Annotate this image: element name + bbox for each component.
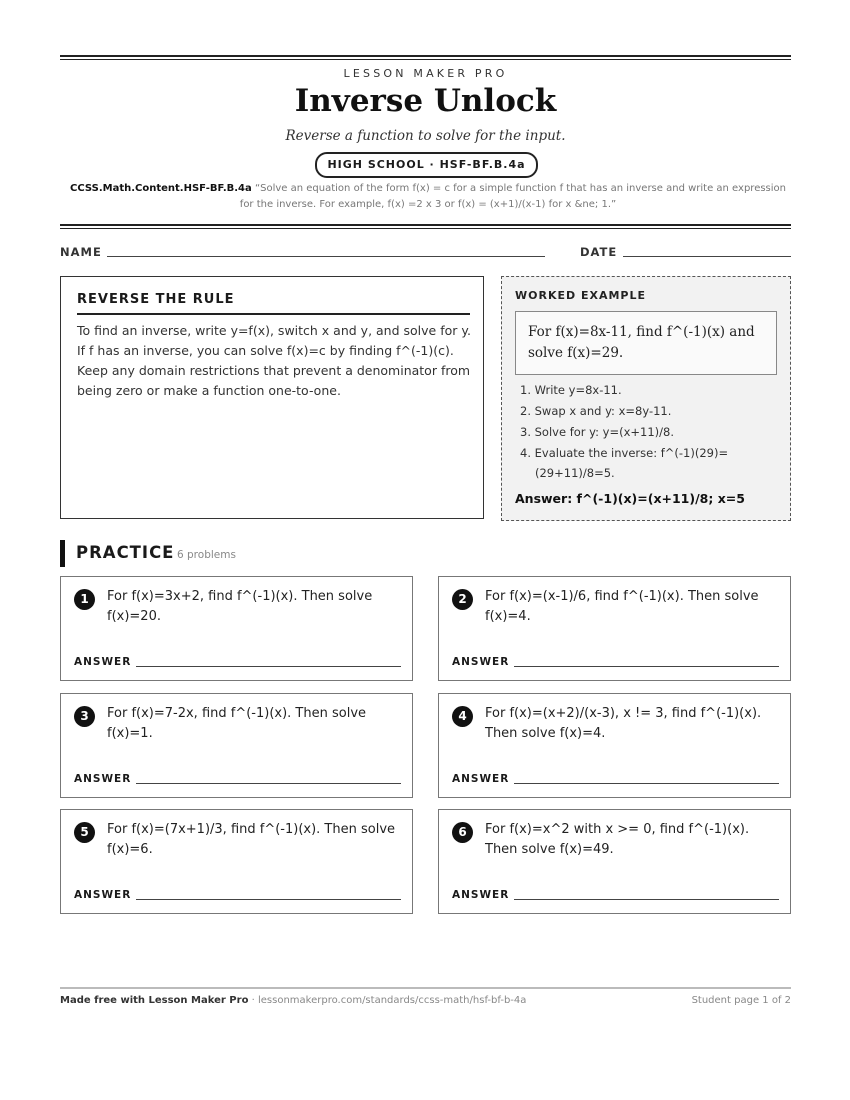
practice-count: 6 problems [177,549,236,561]
grade-level-badge: HIGH SCHOOL · HSF-BF.B.4a [315,152,538,178]
practice-problem-card [438,809,791,914]
footer-url-link[interactable]: · lessonmakerpro.com/standards/ccss-math/hsf-bf-b-4a [248,995,527,1006]
answer-label: ANSWER [452,773,510,785]
worked-step: 1. Write y=8x-11. [520,383,622,397]
problem-text: For f(x)=(x-1)/6, find f^(-1)(x). Then solve f(x)=4. [485,589,759,624]
date-label: DATE [580,245,618,259]
standard-code: CCSS.Math.Content.HSF-BF.B.4a [70,183,252,194]
worked-step: 3. Solve for y: y=(x+11)/8. [520,425,674,439]
footer-made-with: Made free with Lesson Maker Pro [60,995,249,1006]
practice-problem-card [60,809,413,914]
problem-number-badge: 1 [74,589,95,610]
answer-label: ANSWER [74,656,132,668]
standard-description [66,181,790,213]
problem-number-badge: 5 [74,822,95,843]
standard-text: “Solve an equation of the form f(x) = c for a simple function f that has an inverse and write an expression for the inverse. For example, f(x) =2 x 3 or f(x) = (x+1)/(x-1) for x &ne; 1.” [239,183,786,210]
date-field[interactable] [623,256,791,257]
practice-problem-card [438,576,791,681]
header-bottom-rule [60,224,791,226]
problem-text: For f(x)=(x+2)/(x-3), x != 3, find f^(-1)(x). Then solve f(x)=4. [485,706,762,741]
answer-field[interactable] [136,783,401,784]
name-date-row [60,245,791,261]
brand-name: LESSON MAKER PRO [343,67,508,80]
answer-field[interactable] [514,899,779,900]
worked-step: 2. Swap x and y: x=8y-11. [520,404,672,418]
practice-accent-bar [60,540,65,567]
problem-number-badge: 2 [452,589,473,610]
footer-credit [60,995,526,1006]
answer-field[interactable] [514,666,779,667]
practice-problem-card [438,693,791,798]
answer-label: ANSWER [452,656,510,668]
worked-example-steps [520,380,780,483]
answer-label: ANSWER [74,889,132,901]
page-title: Inverse Unlock [294,83,557,119]
page-subtitle: Reverse a function to solve for the input. [285,128,566,144]
practice-problem-card [60,576,413,681]
footer-rule [60,987,791,989]
rule-heading: REVERSE THE RULE [77,292,470,315]
problem-text: For f(x)=x^2 with x >= 0, find f^(-1)(x). Then solve f(x)=49. [485,822,750,857]
answer-field[interactable] [136,899,401,900]
problem-text: For f(x)=7-2x, find f^(-1)(x). Then solve f(x)=1. [107,706,367,741]
answer-label: ANSWER [74,773,132,785]
rule-explanation-box [60,276,484,519]
answer-field[interactable] [136,666,401,667]
worked-example-answer: Answer: f^(-1)(x)=(x+11)/8; x=5 [515,491,745,506]
answer-label: ANSWER [452,889,510,901]
problem-number-badge: 6 [452,822,473,843]
name-field[interactable] [107,256,545,257]
worked-example-box [501,276,791,521]
problem-text: For f(x)=3x+2, find f^(-1)(x). Then solve f(x)=20. [107,589,373,624]
worked-example-problem: For f(x)=8x-11, find f^(-1)(x) and solve f(x)=29. [515,311,777,375]
practice-problem-card [60,693,413,798]
name-label: NAME [60,245,102,259]
problem-text: For f(x)=(7x+1)/3, find f^(-1)(x). Then solve f(x)=6. [107,822,396,857]
practice-heading: PRACTICE [76,543,175,562]
header-top-rule [60,55,791,57]
worked-step: 4. Evaluate the inverse: f^(-1)(29)=(29+11)/8=5. [520,446,729,480]
footer-page-number: Student page 1 of 2 [691,995,791,1006]
rule-body: To find an inverse, write y=f(x), switch x and y, and solve for y. If f has an inverse, you can solve f(x)=c by finding f^(-1)(c). Keep any domain restrictions that prevent a denominator from being zero or make a function one-to-one. [77,323,471,398]
problem-number-badge: 3 [74,706,95,727]
answer-field[interactable] [514,783,779,784]
problem-number-badge: 4 [452,706,473,727]
worked-example-heading: WORKED EXAMPLE [515,289,646,302]
